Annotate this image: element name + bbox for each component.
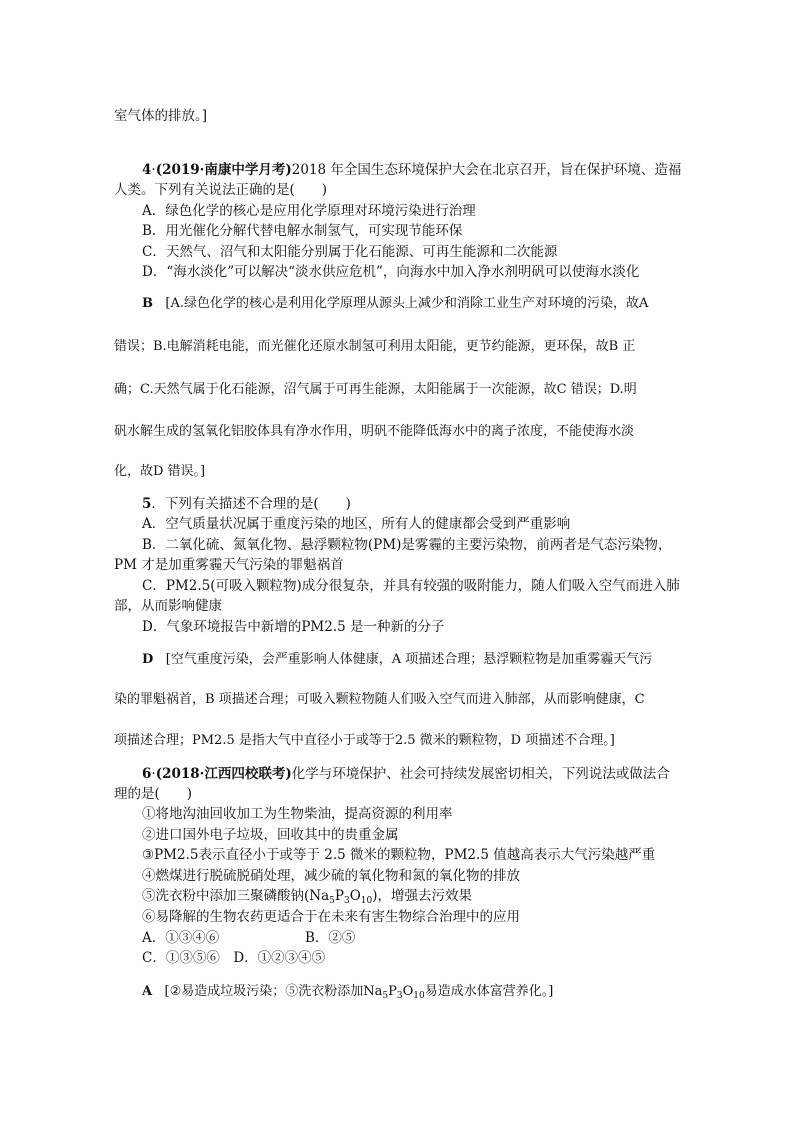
q4-stem-line1: 4·(2019·南康中学月考)2018 年全国生态环境保护大会在北京召开，旨在保护环境、造福 (142, 162, 682, 178)
q4-answer-line4: 矾水解生成的氢氧化铝胶体具有净水作用，明矾不能降低海水中的离子浓度，不能使海水淡 (114, 424, 635, 439)
q5-number: 5 (142, 496, 152, 512)
q5-option-b-line2: PM 才是加重雾霾天气污染的罪魁祸首 (114, 557, 344, 573)
q6-item-1: ①将地沟油回收加工为生物柴油，提高资源的利用率 (142, 806, 453, 822)
q5-answer-line2: 染的罪魁祸首，B 项描述合理；可吸入颗粒物随人们吸入空气而进入肺部，从而影响健康，C (114, 692, 645, 707)
q6-answer: A [②易造成垃圾污染；⑤洗衣粉添加$Na_5P_3O_{10}$易造成水体富营养化。] (142, 984, 554, 1001)
q5-option-a: A．空气质量状况属于重度污染的地区，所有人的健康都会受到严重影响 (142, 516, 571, 532)
q5-answer-letter: D (142, 652, 154, 667)
q6-item-5: ⑤洗衣粉中添加三聚磷酸钠$(Na_5P_3O_{10})$，增强去污效果 (142, 888, 473, 906)
q6-option-a: A．①③④⑥ (142, 930, 220, 946)
q5-option-d: D．气象环境报告中新增的PM2.5 是一种新的分子 (142, 619, 445, 635)
previous-answer-tail: 室气体的排放。] (114, 108, 208, 124)
q5-answer-line1 (142, 650, 652, 670)
q4-answer-letter: B (142, 296, 153, 311)
q6-source: (2018·江西四校联考) (155, 766, 292, 782)
q6-item-4: ④燃煤进行脱硫脱硝处理，减少硫的氧化物和氮的氧化物的排放 (142, 868, 520, 884)
q4-source: (2019·南康中学月考) (155, 162, 292, 178)
q5-stem (142, 494, 351, 514)
q4-number: 4 (142, 162, 152, 178)
q6-item-3: ③PM2.5表示直径小于或等于 2.5 微米的颗粒物，PM2.5 值越高表示大气污染越严重 (142, 847, 656, 863)
q6-item-6: ⑥易降解的生物农药更适合于在未来有害生物综合治理中的应用 (142, 909, 520, 925)
q6-option-b: B．②⑤ (305, 930, 356, 946)
q4-answer-line2: 错误；B.电解消耗电能，而光催化还原水制氢可利用太阳能，更节约能源，更环保，故B 正 (114, 339, 636, 354)
q6-stem-text: 化学与环境保护、社会可持续发展密切相关，下列说法或做法合 (291, 766, 670, 782)
q5-answer-text-1: [空气重度污染，会严重影响人体健康，A 项描述合理；悬浮颗粒物是加重雾霾天气污 (165, 652, 653, 667)
q6-item-2: ②进口国外电子垃圾，回收其中的贵重金属 (142, 827, 399, 843)
q6-answer-letter: A (142, 984, 153, 999)
q4-answer-line3: 确；C.天然气属于化石能源，沼气属于可再生能源，太阳能属于一次能源，故C 错误；D.明 (114, 382, 637, 397)
q5-answer-line3: 项描述合理；PM2.5 是指大气中直径小于或等于2.5 微米的颗粒物，D 项描述不合理。] (114, 733, 615, 748)
q5-option-b-line1: B．二氧化硫、氮氧化物、悬浮颗粒物(PM)是雾霾的主要污染物，前两者是气态污染物， (142, 537, 672, 553)
q4-answer-line1 (142, 294, 648, 314)
q6-number: 6 (142, 766, 152, 782)
q4-answer-line5: 化，故D 错误。] (114, 464, 206, 479)
q6-stem-line1: 6·(2018·江西四校联考)化学与环境保护、社会可持续发展密切相关，下列说法或做法合 (142, 766, 670, 782)
q4-stem-text: 2018 年全国生态环境保护大会在北京召开，旨在保护环境、造福 (291, 162, 682, 178)
q6-stem-line2: 理的是( ) (114, 786, 193, 802)
q6-option-cd: C．①③⑤⑥ D．①②③④⑤ (142, 950, 326, 966)
q4-option-c: C．天然气、沼气和太阳能分别属于化石能源、可再生能源和二次能源 (142, 244, 558, 260)
q4-option-a: A．绿色化学的核心是应用化学原理对环境污染进行治理 (142, 203, 476, 219)
q5-stem-text: ．下列有关描述不合理的是( ) (151, 496, 351, 512)
q4-option-d: D．“海水淡化”可以解决“淡水供应危机”，向海水中加入净水剂明矾可以使海水淡化 (142, 264, 640, 280)
q4-answer-text-1: [A.绿色化学的核心是利用化学原理从源头上减少和消除工业生产对环境的污染，故A (165, 296, 649, 311)
q5-option-c-line1: C．PM2.5(可吸入颗粒物)成分很复杂，并具有较强的吸附能力，随人们吸入空气而进入肺 (142, 578, 680, 594)
q4-stem-line2: 人类。下列有关说法正确的是( ) (114, 182, 328, 198)
q4-option-b: B．用光催化分解代替电解水制氢气，可实现节能环保 (142, 223, 463, 239)
q5-option-c-line2: 部，从而影响健康 (114, 598, 222, 614)
